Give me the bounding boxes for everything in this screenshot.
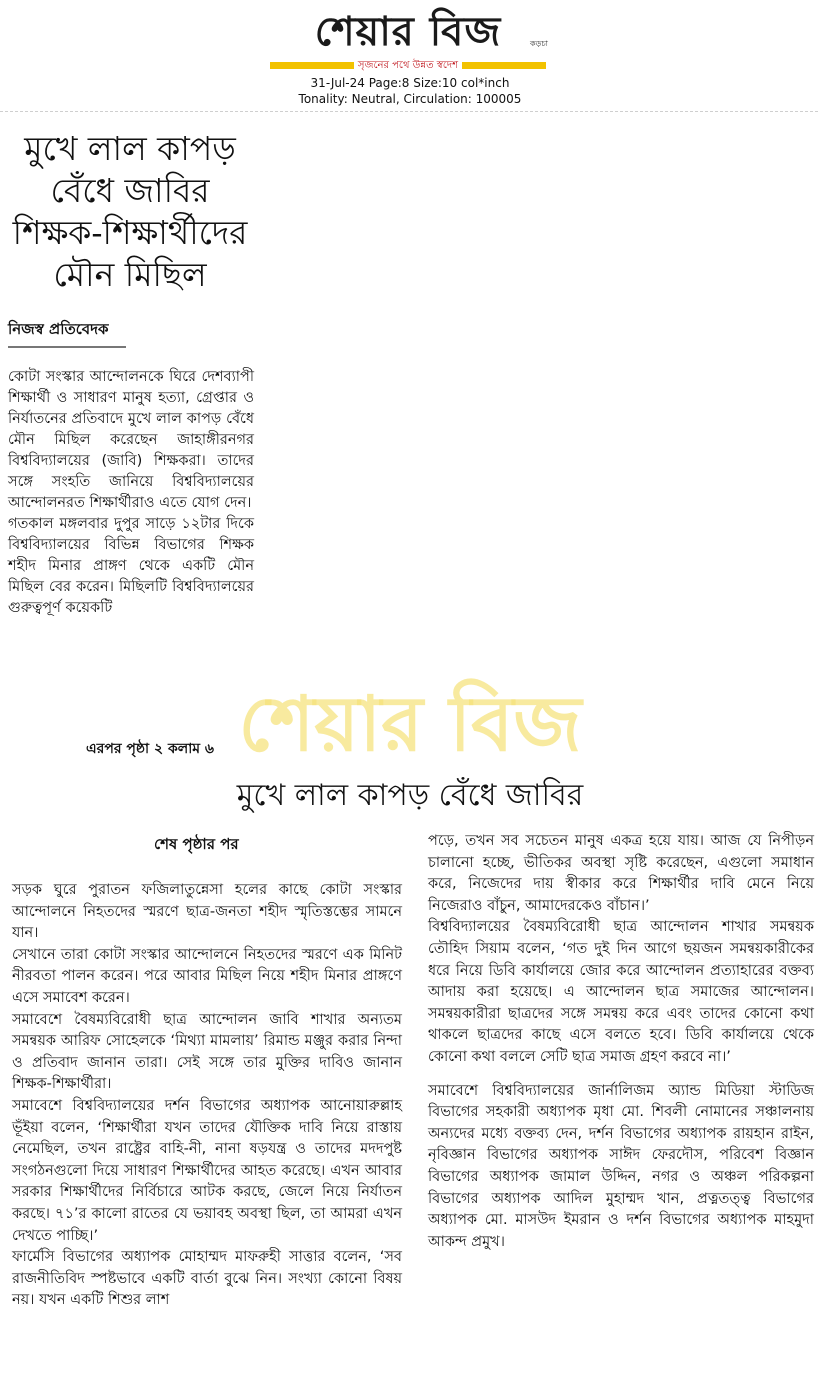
- lead-column: [8, 367, 254, 619]
- masthead-tagline: সৃজনের পথে উন্নত স্বদেশ: [357, 60, 459, 71]
- watermark-logo: [160, 672, 660, 772]
- headline-line: বেঁধে জাবির: [50, 171, 210, 210]
- headline-line: মুখে লাল কাপড়: [24, 129, 236, 168]
- masthead-tag-bar: [270, 58, 546, 74]
- continuation-headline: মুখে লাল কাপড় বেঁধে জাবির: [236, 778, 584, 813]
- from-previous-note: শেষ পৃষ্ঠার পর: [154, 835, 239, 853]
- clip-meta-line1: 31-Jul-24 Page:8 Size:10 col*inch: [310, 76, 510, 90]
- lead-paragraph: গতকাল মঙ্গলবার দুপুর সাড়ে ১২টার দিকে বিশ্ববিদ্যালয়ের বিভিন্ন বিভাগের শিক্ষক শহীদ মিনার প্রাঙ্গণ থেকে একটি মৌন মিছিল বের করেন। মিছিলটি বিশ্ববিদ্যালয়ের গুরুত্বপূর্ণ কয়েকটি: [8, 516, 254, 616]
- body-paragraph: সমাবেশে বিশ্ববিদ্যালয়ের দর্শন বিভাগের অধ্যাপক আনোয়ারুল্লাহ ভূঁইয়া বলেন, ‘শিক্ষার্থীরা যখন তাদের যৌক্তিক দাবি নিয়ে রাস্তায় নেমেছিল, তখন রাষ্ট্রের বাহি-নী, নানা ষড়যন্ত্র ও তাদের মদদপুষ্ট সংগঠনগুলো দিয়ে সাধারণ শিক্ষার্থীদের আহত করেছে। এখন আবার সরকার শিক্ষার্থীদের নির্বিচারে আটক করছে, জেলে নিয়ে নির্যাতন করছে। ৭১’র কালো রাতের যে ভয়াবহ অবস্থা ছিল, তা আমরা এখন দেখতে পাচ্ছি।’: [12, 1097, 402, 1244]
- body-paragraph: সড়ক ঘুরে পুরাতন ফজিলাতুন্নেসা হলের কাছে কোটা সংস্কার আন্দোলনে নিহতদের স্মরণে ছাত্র-জনতা শহীদ স্মৃতিস্তম্ভের সামনে যান।: [12, 882, 402, 942]
- continued-note: এরপর পৃষ্ঠা ২ কলাম ৬: [86, 741, 215, 757]
- lead-paragraph: কোটা সংস্কার আন্দোলনকে ঘিরে দেশব্যাপী শিক্ষার্থী ও সাধারণ মানুষ হত্যা, গ্রেপ্তার ও নির্যাতনের প্রতিবাদে মুখে লাল কাপড় বেঁধে মৌন মিছিল করেছেন জাহাঙ্গীরনগর বিশ্ববিদ্যালয়ের (জাবি) শিক্ষকরা। তাদের সঙ্গে সংহতি জানিয়ে বিশ্ববিদ্যালয়ের আন্দোলনরত শিক্ষার্থীরাও এতে যোগ দেন।: [8, 369, 254, 511]
- body-paragraph: ফার্মেসি বিভাগের অধ্যাপক মোহাম্মদ মাফরুহী সাত্তার বলেন, ‘সব রাজনীতিবিদ স্পষ্টভাবে একটি বার্তা বুঝে নিন। সংখ্যা কোনো বিষয় নয়। যখন একটি শিশুর লাশ: [12, 1249, 402, 1309]
- masthead-logo-small: কড়চা: [530, 39, 548, 48]
- byline: নিজস্ব প্রতিবেদক: [8, 318, 126, 348]
- body-paragraph: সমাবেশে বিশ্ববিদ্যালয়ের জার্নালিজম অ্যান্ড মিডিয়া স্টাডিজ বিভাগের সহকারী অধ্যাপক মৃধা মো. শিবলী নোমানের সঞ্চালনায় অন্যদের মধ্যে বক্তব্য দেন, দর্শন বিভাগের অধ্যাপক রায়হান রাইন, নৃবিজ্ঞান বিভাগের অধ্যাপক সাঈদ ফেরদৌস, পরিবেশ বিজ্ঞান বিভাগের অধ্যাপক জামাল উদ্দিন, নগর ও অঞ্চল পরিকল্পনা বিভাগের অধ্যাপক আদিল মুহাম্মদ খান, প্রত্নতত্ত্ব বিভাগের অধ্যাপক মো. মাসউদ ইমরান ও দর্শন বিভাগের অধ্যাপক মাহমুদা আকন্দ প্রমুখ।: [428, 1082, 814, 1250]
- body-column-left: [12, 880, 402, 1312]
- body-paragraph: বিশ্ববিদ্যালয়ের বৈষম্যবিরোধী ছাত্র আন্দোলন শাখার সমন্বয়ক তৌহিদ সিয়াম বলেন, ‘গত দুই দিন আগে ছয়জন সমন্বয়কারীকের ধরে নিয়ে ডিবি কার্যালয়ে জোর করে আন্দোলন প্রত্যাহারের বক্তব্য আদায় করা হয়েছে। এ আন্দোলন ছাত্র সমাজের আন্দোলন। সমন্বয়কারীরা ছাত্রদের সঙ্গে সমন্বয় করে এবং তাদের কোনো কথা থাকলে ছাত্রদের কাছে এসে বলতে হবে। ডিবি কার্যালয়ে থেকে কোনো কথা বললে সেটি ছাত্র সমাজ গ্রহণ করবে না।’: [428, 919, 814, 1065]
- article-headline: [4, 128, 256, 296]
- body-paragraph: সেখানে তারা কোটা সংস্কার আন্দোলনে নিহতদের স্মরণে এক মিনিট নীরবতা পালন করেন। পরে আবার মিছিল নিয়ে শহীদ মিনার প্রাঙ্গণে এসে সমাবেশ করেন।: [12, 946, 402, 1006]
- watermark-text: শেয়ার বিজ: [238, 679, 582, 768]
- headline-line: মৌন মিছিল: [53, 255, 207, 294]
- body-paragraph: পড়ে, তখন সব সচেতন মানুষ একত্র হয়ে যায়। আজ যে নিপীড়ন চালানো হচ্ছে, ভীতিকর অবস্থা সৃষ্টি করেছেন, এগুলো সমাধান করে, নিজেদের দায় স্বীকার করে শিক্ষার্থীর দাবি মেনে নিয়ে নিজেরাও বাঁচুন, আমাদেরকেও বাঁচান।’: [428, 833, 814, 914]
- headline-line: শিক্ষক-শিক্ষার্থীদের: [12, 213, 248, 252]
- masthead: [270, 8, 548, 71]
- tag-band-right: [462, 62, 546, 69]
- body-column-right: [428, 831, 814, 1253]
- top-divider: [0, 111, 818, 112]
- body-paragraph: সমাবেশে বৈষম্যবিরোধী ছাত্র আন্দোলন জাবি শাখার অন্যতম সমন্বয়ক আরিফ সোহেলকে ‘মিথ্যা মামলায়’ রিমান্ড মঞ্জুর করার নিন্দা ও প্রতিবাদ জানান তারা। সেই সঙ্গে তার মুক্তির দাবিও জানান শিক্ষক-শিক্ষার্থীরা।: [12, 1011, 402, 1093]
- masthead-logo: শেয়ার বিজ: [314, 8, 502, 55]
- clip-meta-line2: Tonality: Neutral, Circulation: 100005: [298, 92, 522, 106]
- tag-band-left: [270, 62, 354, 69]
